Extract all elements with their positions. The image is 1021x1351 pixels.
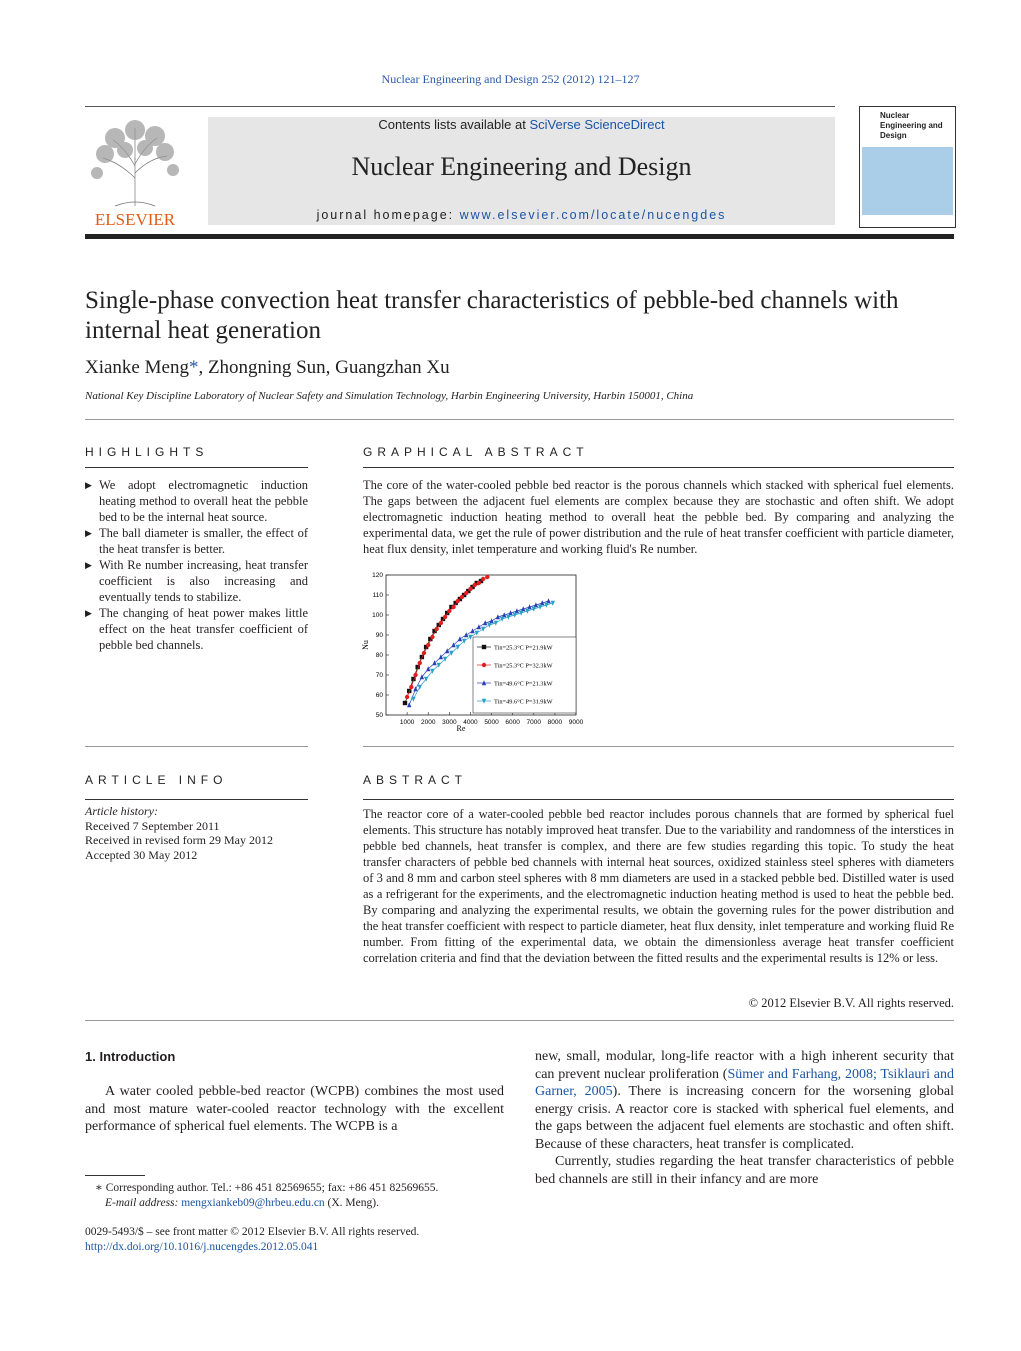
highlights-list: [85, 477, 308, 653]
intro-paragraph: Currently, studies regarding the heat transfer characteristics of pebble bed channels are still in their infancy and are more: [535, 1154, 954, 1187]
abstract-copyright: © 2012 Elsevier B.V. All rights reserved.: [748, 996, 954, 1010]
data-point: [437, 663, 441, 668]
data-point: [405, 695, 409, 699]
data-point: [464, 591, 468, 595]
intro-column-1: A water cooled pebble-bed reactor (WCPB) combines the most used and most mature water-cooled reactor technology with the excellent performance of spherical fuel elements. The WCPB is a: [85, 1084, 504, 1134]
intro-paragraph: [535, 1048, 954, 1153]
journal-cover-thumbnail[interactable]: [859, 106, 956, 228]
highlights-bottom-rule: [85, 746, 308, 747]
x-tick-label: 2000: [420, 719, 436, 726]
data-point: [445, 648, 449, 653]
homepage-link[interactable]: www.elsevier.com/locate/nucengdes: [459, 208, 727, 222]
data-point: [451, 605, 455, 609]
history-label: Article history:: [85, 804, 158, 818]
y-tick-label: 70: [375, 672, 383, 679]
graphical-abstract-text: The core of the water-cooled pebble bed reactor is the porous channels which stacked with spherical fuel elements. The gaps between the adjacent fuel elements are complex because they are stochastic and often shift. We adopt electromagnetic induction heating method to overall heat the pebble bed. By comparing and analyzing the experimental data, we get the rule of power distribution and the rule of heat transfer coefficient with particle diameter, heat flux density, inlet temperature and working fluid's Re number.: [363, 478, 954, 556]
footnote-mark: ∗: [95, 1182, 103, 1194]
revised-date: Received in revised form 29 May 2012: [85, 833, 273, 847]
chart-legend: [473, 637, 576, 713]
data-point: [447, 609, 451, 613]
x-tick-label: 4000: [463, 719, 478, 726]
homepage-prefix: journal homepage:: [316, 208, 460, 222]
intro-text: new, small, modular, long-life reactor with a high inherent security that can prevent nuclear proliferation (: [535, 1049, 954, 1082]
x-tick-label: 5000: [484, 719, 499, 726]
author-name[interactable]: Xianke Meng: [85, 357, 189, 378]
contents-line: [208, 117, 835, 132]
footnote-text: Corresponding author. Tel.: +86 451 82569655; fax: +86 451 82569655.: [105, 1182, 439, 1194]
data-point: [411, 697, 415, 702]
y-tick-label: 120: [372, 572, 383, 579]
nu-vs-re-chart: [360, 567, 584, 735]
article-history: [85, 804, 273, 862]
cover-title: Nuclear Engineering and Design: [880, 111, 943, 140]
data-point: [443, 657, 447, 662]
elsevier-logo[interactable]: [85, 118, 185, 228]
data-point: [460, 595, 464, 599]
highlights-heading: HIGHLIGHTS: [85, 445, 209, 459]
list-item: ▶ We adopt electromagnetic induction heating method to overall heat the pebble bed to be the internal heat source.: [85, 477, 308, 525]
data-point: [489, 618, 493, 623]
legend-label: Tin=25.3°C P=21.9kW: [494, 644, 553, 652]
abstract-rule: [363, 799, 954, 800]
doi-link[interactable]: http://dx.doi.org/10.1016/j.nucengdes.2012.05.041: [85, 1241, 319, 1253]
data-point: [485, 575, 489, 579]
data-point: [470, 628, 474, 633]
data-point: [468, 635, 472, 640]
email-label: E-mail address:: [105, 1197, 179, 1209]
footnote-rule: [85, 1175, 145, 1176]
x-tick-label: 8000: [547, 719, 563, 726]
masthead-rule: [85, 234, 954, 239]
data-point: [500, 617, 504, 622]
y-tick-label: 50: [375, 712, 383, 719]
data-point: [407, 702, 411, 707]
accepted-date: Accepted 30 May 2012: [85, 847, 198, 862]
x-tick-label: 1000: [399, 719, 415, 726]
data-point: [409, 685, 413, 689]
abstract-heading: ABSTRACT: [363, 773, 468, 787]
data-point: [451, 642, 455, 647]
data-point: [443, 615, 447, 619]
affiliation: National Key Discipline Laboratory of Nuclear Safety and Simulation Technology, Harbin Engineering University, Harbin 150001, China: [85, 390, 694, 402]
data-point: [413, 673, 417, 677]
data-point: [413, 686, 417, 691]
y-tick-label: 90: [375, 632, 383, 639]
intro-column-2: [535, 1048, 954, 1188]
data-point: [481, 577, 485, 581]
author-name[interactable]: Guangzhan Xu: [335, 357, 450, 378]
legend-label: Tin=49.6°C P=21.3kW: [494, 680, 553, 688]
journal-homepage: [208, 208, 835, 222]
section-divider: [85, 419, 954, 420]
contents-prefix: Contents lists available at: [378, 117, 530, 132]
list-item: ▶ With Re number increasing, heat transfer coefficient is also increasing and eventually tends to stabilize.: [85, 557, 308, 605]
y-tick-label: 60: [375, 692, 383, 699]
article-info-heading: ARTICLE INFO: [85, 773, 228, 787]
data-point: [481, 627, 485, 632]
x-axis-label: Re: [456, 724, 466, 733]
sciverse-link[interactable]: SciVerse ScienceDirect: [529, 117, 665, 132]
y-tick-label: 100: [372, 612, 383, 619]
data-point: [439, 621, 443, 625]
abstract-text: The reactor core of a water-cooled pebble bed reactor includes porous channels that are formed by spherical fuel elements. This structure has notably improved heat transfer. Due to the variability and randomness of the interstices in pebble bed channels, heat transfer is complex, and there are few studies regarding this topic. To study the heat transfer characters of pebble bed channels with internal heat sources, oxidized stainless steel spheres with diameters of 3 and 8 mm and carbon steel spheres with 8 mm diameters are used in a stacked pebble bed. Distilled water is used as a refrigerant for the experiments, and the electromagnetic induction heating method is used to heat the pebble bed. By comparing and analyzing the experimental results, we obtain the governing rules for the power distribution and the heat transfer coefficient with respect to particle diameter, heat flux density, inlet temperature and working fluid Re number. From fitting of the experimental data, we obtain the dimensionless average heat transfer coefficient correlation criteria and find that the deviation between the fitted results and the experimental results is 12% or less.: [363, 807, 954, 965]
email-suffix: (X. Meng).: [324, 1197, 379, 1209]
data-point: [477, 624, 481, 629]
x-tick-label: 3000: [442, 719, 457, 726]
legend-label: Tin=49.6°C P=31.9kW: [494, 698, 553, 706]
x-tick-label: 6000: [505, 719, 520, 726]
data-point: [403, 701, 407, 705]
corresponding-author-mark[interactable]: *: [188, 357, 199, 378]
graphical-abstract-heading: GRAPHICAL ABSTRACT: [363, 445, 589, 459]
data-point: [418, 661, 422, 665]
graphical-abstract-bottom-rule: [363, 746, 954, 747]
graphical-abstract-rule: [363, 467, 954, 468]
x-tick-label: 7000: [526, 719, 542, 726]
received-date: Received 7 September 2011: [85, 818, 220, 833]
introduction-heading: 1. Introduction: [85, 1049, 176, 1064]
data-point: [464, 632, 468, 637]
body-divider: [85, 1020, 954, 1021]
list-item: ▶ The ball diameter is smaller, the effect of the heat transfer is better.: [85, 525, 308, 557]
data-point: [449, 651, 453, 656]
data-point: [426, 643, 430, 647]
journal-citation[interactable]: Nuclear Engineering and Design 252 (2012) 121–127: [381, 72, 640, 86]
data-point: [475, 631, 479, 636]
issn-line: 0029-5493/$ – see front matter © 2012 Elsevier B.V. All rights reserved.: [85, 1226, 420, 1238]
y-axis-label: Nu: [361, 640, 370, 650]
data-point: [462, 639, 466, 644]
data-point: [439, 654, 443, 659]
series-line: [405, 581, 481, 703]
y-tick-label: 80: [375, 652, 383, 659]
data-point: [430, 635, 434, 639]
footnote: [85, 1181, 515, 1211]
data-point: [546, 598, 550, 603]
data-point: [434, 627, 438, 631]
intro-text: ). There is increasing concern for the worsening global energy crisis. A reactor core is stacked with spherical fuel elements, and the gaps between the adjacent fuel elements are stochastic and often shift. Because of these characters, heat transfer is complicated.: [535, 1084, 955, 1152]
legend-label: Tin=25.3°C P=32.3kW: [494, 662, 553, 670]
data-point: [422, 651, 426, 655]
y-tick-label: 110: [372, 592, 383, 599]
cover-image: [862, 147, 953, 215]
data-point: [432, 660, 436, 665]
data-point: [418, 685, 422, 690]
data-point: [487, 623, 491, 628]
legend-marker: [482, 663, 486, 667]
author-name[interactable]: Zhongning Sun: [207, 357, 326, 378]
data-point: [458, 636, 462, 641]
list-item: ▶ The changing of heat power makes little effect on the heat transfer coefficient of pebble bed channels.: [85, 605, 308, 653]
x-tick-label: 9000: [568, 719, 584, 726]
elsevier-logo-text: ELSEVIER: [94, 210, 176, 229]
data-point: [468, 587, 472, 591]
article-title: Single-phase convection heat transfer characteristics of pebble-bed channels with internal heat generation: [85, 287, 899, 344]
front-matter: [85, 1225, 515, 1255]
journal-title: Nuclear Engineering and Design: [351, 152, 692, 181]
header-rule: [85, 106, 835, 107]
legend-marker: [482, 645, 486, 649]
data-point: [456, 599, 460, 603]
highlights-rule: [85, 467, 308, 468]
data-point: [456, 645, 460, 650]
data-point: [472, 583, 476, 587]
data-point: [477, 581, 481, 585]
data-point: [426, 666, 430, 671]
email-link[interactable]: mengxiankeb09@hrbeu.edu.cn: [181, 1197, 325, 1209]
reference-link[interactable]: Sümer and Farhang, 2008; Tsiklauri and Garner, 2005: [535, 1066, 954, 1099]
author-list: Xianke Meng*, Zhongning Sun, Guangzhan Xu: [85, 357, 450, 378]
article-info-rule: [85, 799, 308, 800]
